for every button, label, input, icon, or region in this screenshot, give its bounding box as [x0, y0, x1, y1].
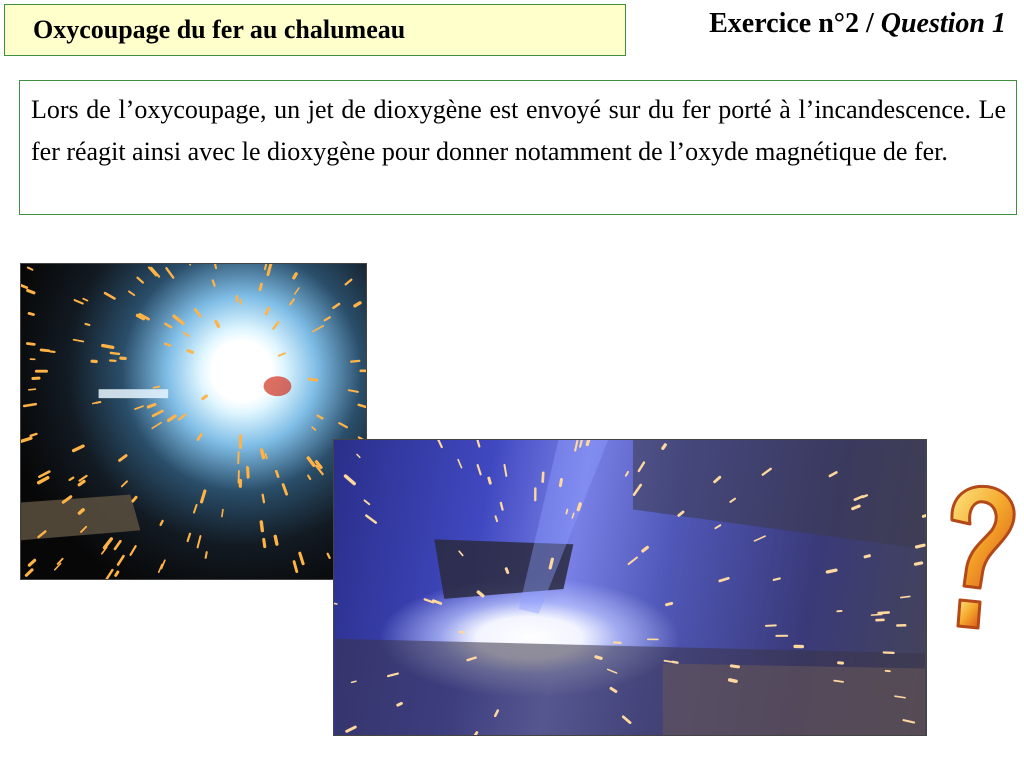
spark: [754, 536, 765, 541]
spark: [187, 264, 190, 265]
spark: [263, 495, 264, 502]
spark: [290, 299, 294, 304]
spark: [437, 440, 442, 447]
spark: [184, 333, 189, 336]
red-glow: [264, 376, 292, 396]
spark: [265, 264, 266, 269]
spark: [313, 326, 323, 332]
spark: [74, 446, 84, 451]
spark: [120, 456, 127, 461]
spark: [188, 534, 190, 541]
spark: [506, 569, 507, 573]
spark: [294, 562, 297, 572]
spark: [294, 274, 296, 278]
spark: [865, 556, 869, 557]
spark: [79, 510, 83, 513]
exercise-number: Exercice n°2 /: [709, 8, 881, 39]
spark: [260, 284, 261, 290]
spark: [366, 516, 376, 523]
spark: [264, 539, 265, 546]
spark: [834, 681, 843, 682]
description-text: Lors de l’oxycoupage, un jet de dioxygène est envoyé sur du fer porté à l’incandescence. Le fer réagit ainsi avec le dioxygène pour donner notamment de l’oxyde magnétique de fer.: [31, 95, 1006, 166]
spark: [153, 411, 162, 416]
spark: [165, 324, 171, 327]
spark: [578, 504, 580, 510]
spark: [309, 379, 316, 380]
spark: [214, 264, 216, 268]
spark: [202, 491, 205, 502]
spark: [504, 465, 506, 476]
spark: [333, 304, 339, 308]
spark: [915, 563, 921, 564]
spark: [165, 344, 170, 346]
spark: [111, 353, 119, 354]
spark: [458, 460, 461, 468]
spark: [83, 299, 87, 301]
spark: [774, 578, 780, 579]
steel-structure: [633, 440, 925, 549]
spark: [477, 440, 479, 446]
spark: [871, 614, 881, 615]
spark: [667, 603, 672, 604]
spark: [339, 423, 347, 427]
spark: [596, 657, 601, 658]
slide-title-box: [4, 4, 626, 56]
spark: [261, 522, 262, 531]
spark: [351, 361, 359, 362]
spark: [275, 536, 277, 544]
spark: [325, 317, 330, 320]
spark: [79, 481, 84, 484]
spark: [39, 472, 49, 477]
welding-sparks-icon: [21, 264, 366, 579]
spark: [137, 278, 142, 283]
spark: [566, 510, 567, 514]
spark: [21, 284, 27, 287]
spark: [122, 481, 127, 486]
spark: [131, 546, 136, 555]
cut-edge: [663, 663, 925, 735]
spark: [672, 662, 677, 663]
spark: [28, 291, 34, 293]
spark: [41, 350, 49, 351]
spark: [273, 322, 278, 329]
spark: [29, 389, 36, 390]
spark: [154, 387, 160, 388]
spark: [478, 465, 481, 474]
spark: [262, 450, 264, 458]
metal-bar: [21, 495, 140, 541]
spark: [80, 476, 87, 481]
spark: [206, 552, 207, 558]
spark: [31, 434, 37, 436]
spark: [879, 612, 889, 613]
spark: [300, 553, 303, 563]
spark: [21, 438, 31, 441]
spark: [863, 495, 867, 497]
spark: [279, 353, 285, 355]
spark: [663, 445, 665, 448]
spark: [355, 303, 360, 306]
spark: [266, 308, 268, 314]
question-number: Question 1: [880, 8, 1006, 39]
spark: [730, 680, 736, 681]
spark: [398, 703, 402, 705]
spark: [433, 601, 440, 604]
spark: [318, 416, 323, 419]
spark: [550, 559, 552, 568]
spark: [901, 596, 910, 597]
spark: [425, 599, 433, 602]
spark: [328, 554, 330, 558]
spark: [24, 404, 36, 406]
spark: [357, 454, 360, 457]
spark: [115, 541, 120, 549]
spark: [148, 404, 155, 407]
spark: [352, 681, 356, 682]
sparks-photo-2: [333, 439, 927, 736]
spark: [629, 558, 637, 565]
spark: [917, 545, 924, 547]
spark: [118, 556, 123, 564]
spark: [334, 602, 337, 604]
spark: [626, 472, 628, 476]
spark: [731, 666, 738, 667]
spark: [74, 340, 84, 342]
spark: [247, 467, 248, 478]
spark: [85, 324, 89, 325]
exercise-label: [709, 8, 1006, 40]
spark: [29, 313, 33, 314]
spark: [116, 572, 118, 575]
spark: [198, 536, 201, 547]
spark: [27, 343, 34, 344]
spark: [283, 485, 286, 495]
spark: [346, 280, 352, 285]
spark: [496, 516, 498, 521]
spark: [174, 316, 183, 323]
spark: [106, 570, 112, 579]
spark: [365, 500, 370, 504]
spark: [489, 478, 490, 483]
spark: [179, 414, 186, 419]
spark: [129, 291, 134, 295]
spark: [560, 480, 561, 486]
spark: [276, 471, 278, 476]
spark: [295, 288, 299, 294]
slide-title: Oxycoupage du fer au chalumeau: [33, 15, 406, 44]
spark: [169, 416, 175, 420]
spark: [213, 280, 215, 285]
spark: [346, 476, 355, 484]
sparks-photo-1: [20, 263, 367, 580]
torch-cutting-icon: [334, 440, 926, 735]
spark: [39, 478, 48, 483]
spark: [308, 476, 310, 479]
spark: [161, 521, 163, 525]
spark: [135, 406, 143, 409]
spark: [203, 396, 207, 399]
spark: [720, 578, 729, 581]
torch-nozzle: [99, 389, 169, 398]
spark: [133, 497, 136, 501]
spark: [198, 434, 201, 439]
spark: [28, 268, 33, 270]
spark: [308, 458, 314, 465]
question-mark-icon: [940, 478, 1020, 640]
spark: [29, 560, 34, 565]
spark: [359, 405, 366, 407]
spark: [188, 351, 193, 353]
spark: [312, 427, 315, 430]
spark: [104, 539, 111, 548]
spark: [70, 478, 74, 480]
spark: [216, 322, 219, 327]
spark: [501, 503, 503, 510]
spark: [105, 293, 114, 298]
spark: [75, 300, 83, 303]
spark: [26, 570, 32, 575]
spark: [195, 310, 200, 317]
spark: [166, 268, 173, 277]
spark: [103, 346, 113, 348]
spark: [715, 525, 720, 528]
spark: [643, 547, 648, 551]
spark: [349, 390, 358, 392]
spark: [268, 264, 271, 275]
spark: [152, 423, 161, 429]
spark: [194, 505, 197, 513]
spark: [266, 454, 267, 458]
spark: [664, 661, 670, 662]
spark: [222, 510, 223, 517]
spark: [827, 570, 836, 572]
description-box: [19, 80, 1017, 215]
